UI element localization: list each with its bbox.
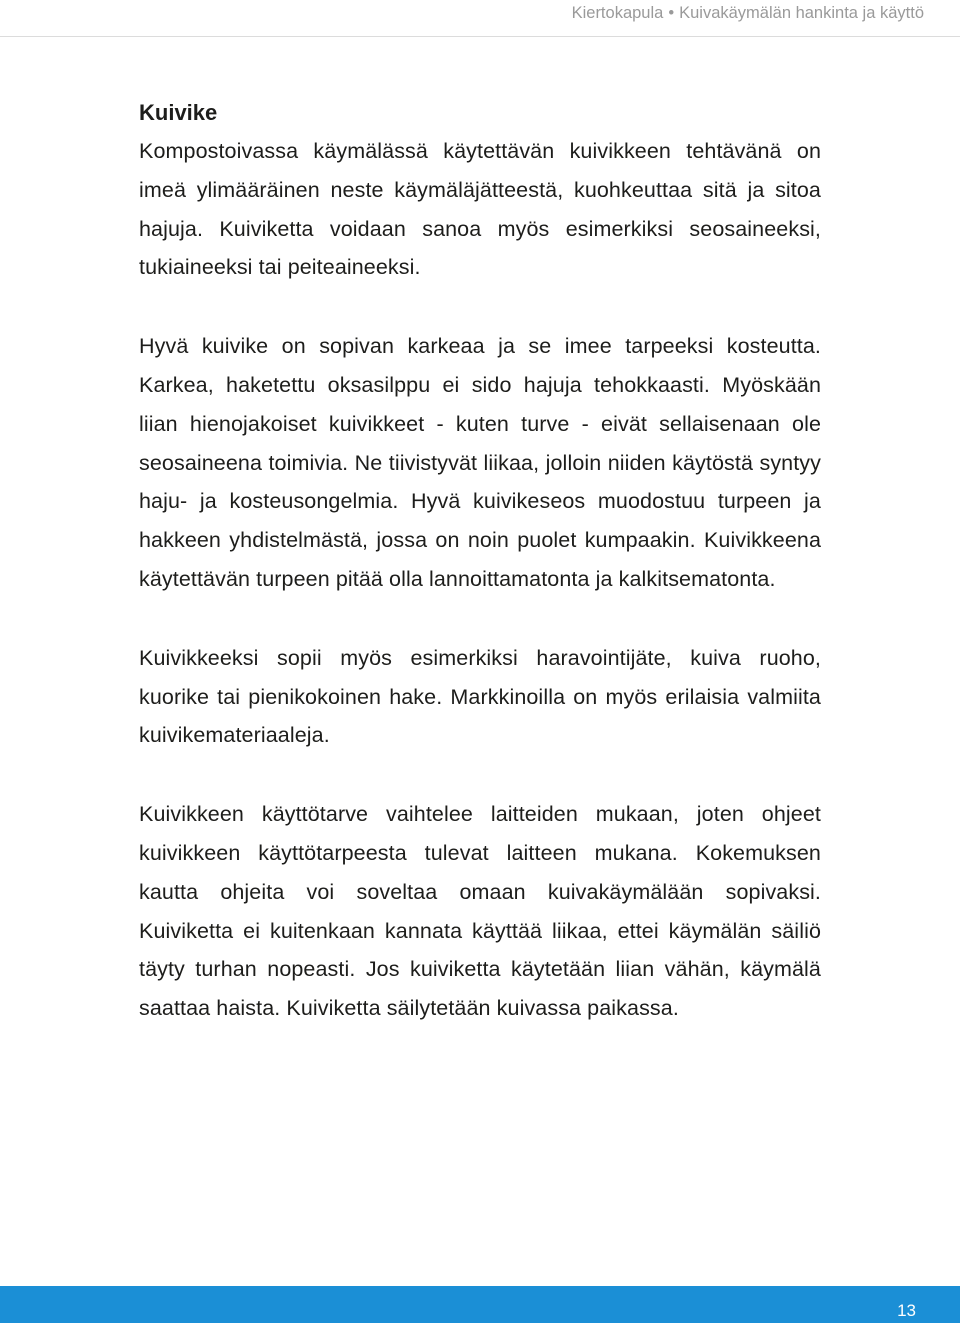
paragraph-2: Hyvä kuivike on sopivan karkeaa ja se imee tarpeeksi kosteutta. Karkea, haketettu oksasilppu ei sido hajuja tehokkaasti. Myöskään liian hienojakoiset kuivikkeet - kuten turve - eivät sellaisenaan ole seosaineena toimivia. Ne tiivistyvät liikaa, jolloin niiden käytöstä syntyy haju- ja kosteusongelmia. Hyvä kuivikeseos muodostuu turpeen ja hakkeen yhdistelmästä, jossa on noin puolet kumpaakin. Kuivikkeena käytettävän turpeen pitää olla lannoittamatonta ja kalkitsematonta. [139, 334, 821, 591]
main-content [139, 94, 821, 1068]
page-number: 13 [897, 1301, 916, 1320]
header-chapter-title: Kuivakäymälän hankinta ja käyttö [679, 4, 924, 22]
paragraph-4: Kuivikkeen käyttötarve vaihtelee laitteiden mukaan, joten ohjeet kuivikkeen käyttötarpeesta tulevat laitteen mukana. Kokemuksen kautta ohjeita voi soveltaa omaan kuivakäymälään sopivaksi. Kuiviketta ei kuitenkaan kannata käyttää liikaa, ettei käymälän säiliö täyty turhan nopeasti. Jos kuiviketta käytetään liian vähän, käymälä saattaa haista. Kuiviketta säilytetään kuivassa paikassa. [139, 802, 821, 1021]
paragraph-3: Kuivikkeeksi sopii myös esimerkiksi haravointijäte, kuiva ruoho, kuorike tai pienikokoinen hake. Markkinoilla on myös erilaisia valmiita kuivikemateriaaleja. [139, 645, 821, 748]
header-publication-name: Kiertokapula [571, 4, 664, 22]
header-separator: • [668, 4, 675, 22]
header-divider [0, 36, 960, 37]
section-title: Kuivike [139, 100, 218, 125]
footer-bar [0, 1286, 960, 1323]
paragraph-1: Kompostoivassa käymälässä käytettävän kuivikkeen tehtävänä on imeä ylimääräinen neste käymäläjätteestä, kuohkeuttaa sitä ja sitoa hajuja. Kuiviketta voidaan sanoa myös esimerkiksi seosaineeksi, tukiaineeksi tai peiteaineeksi. [139, 139, 821, 280]
running-header [572, 2, 924, 24]
